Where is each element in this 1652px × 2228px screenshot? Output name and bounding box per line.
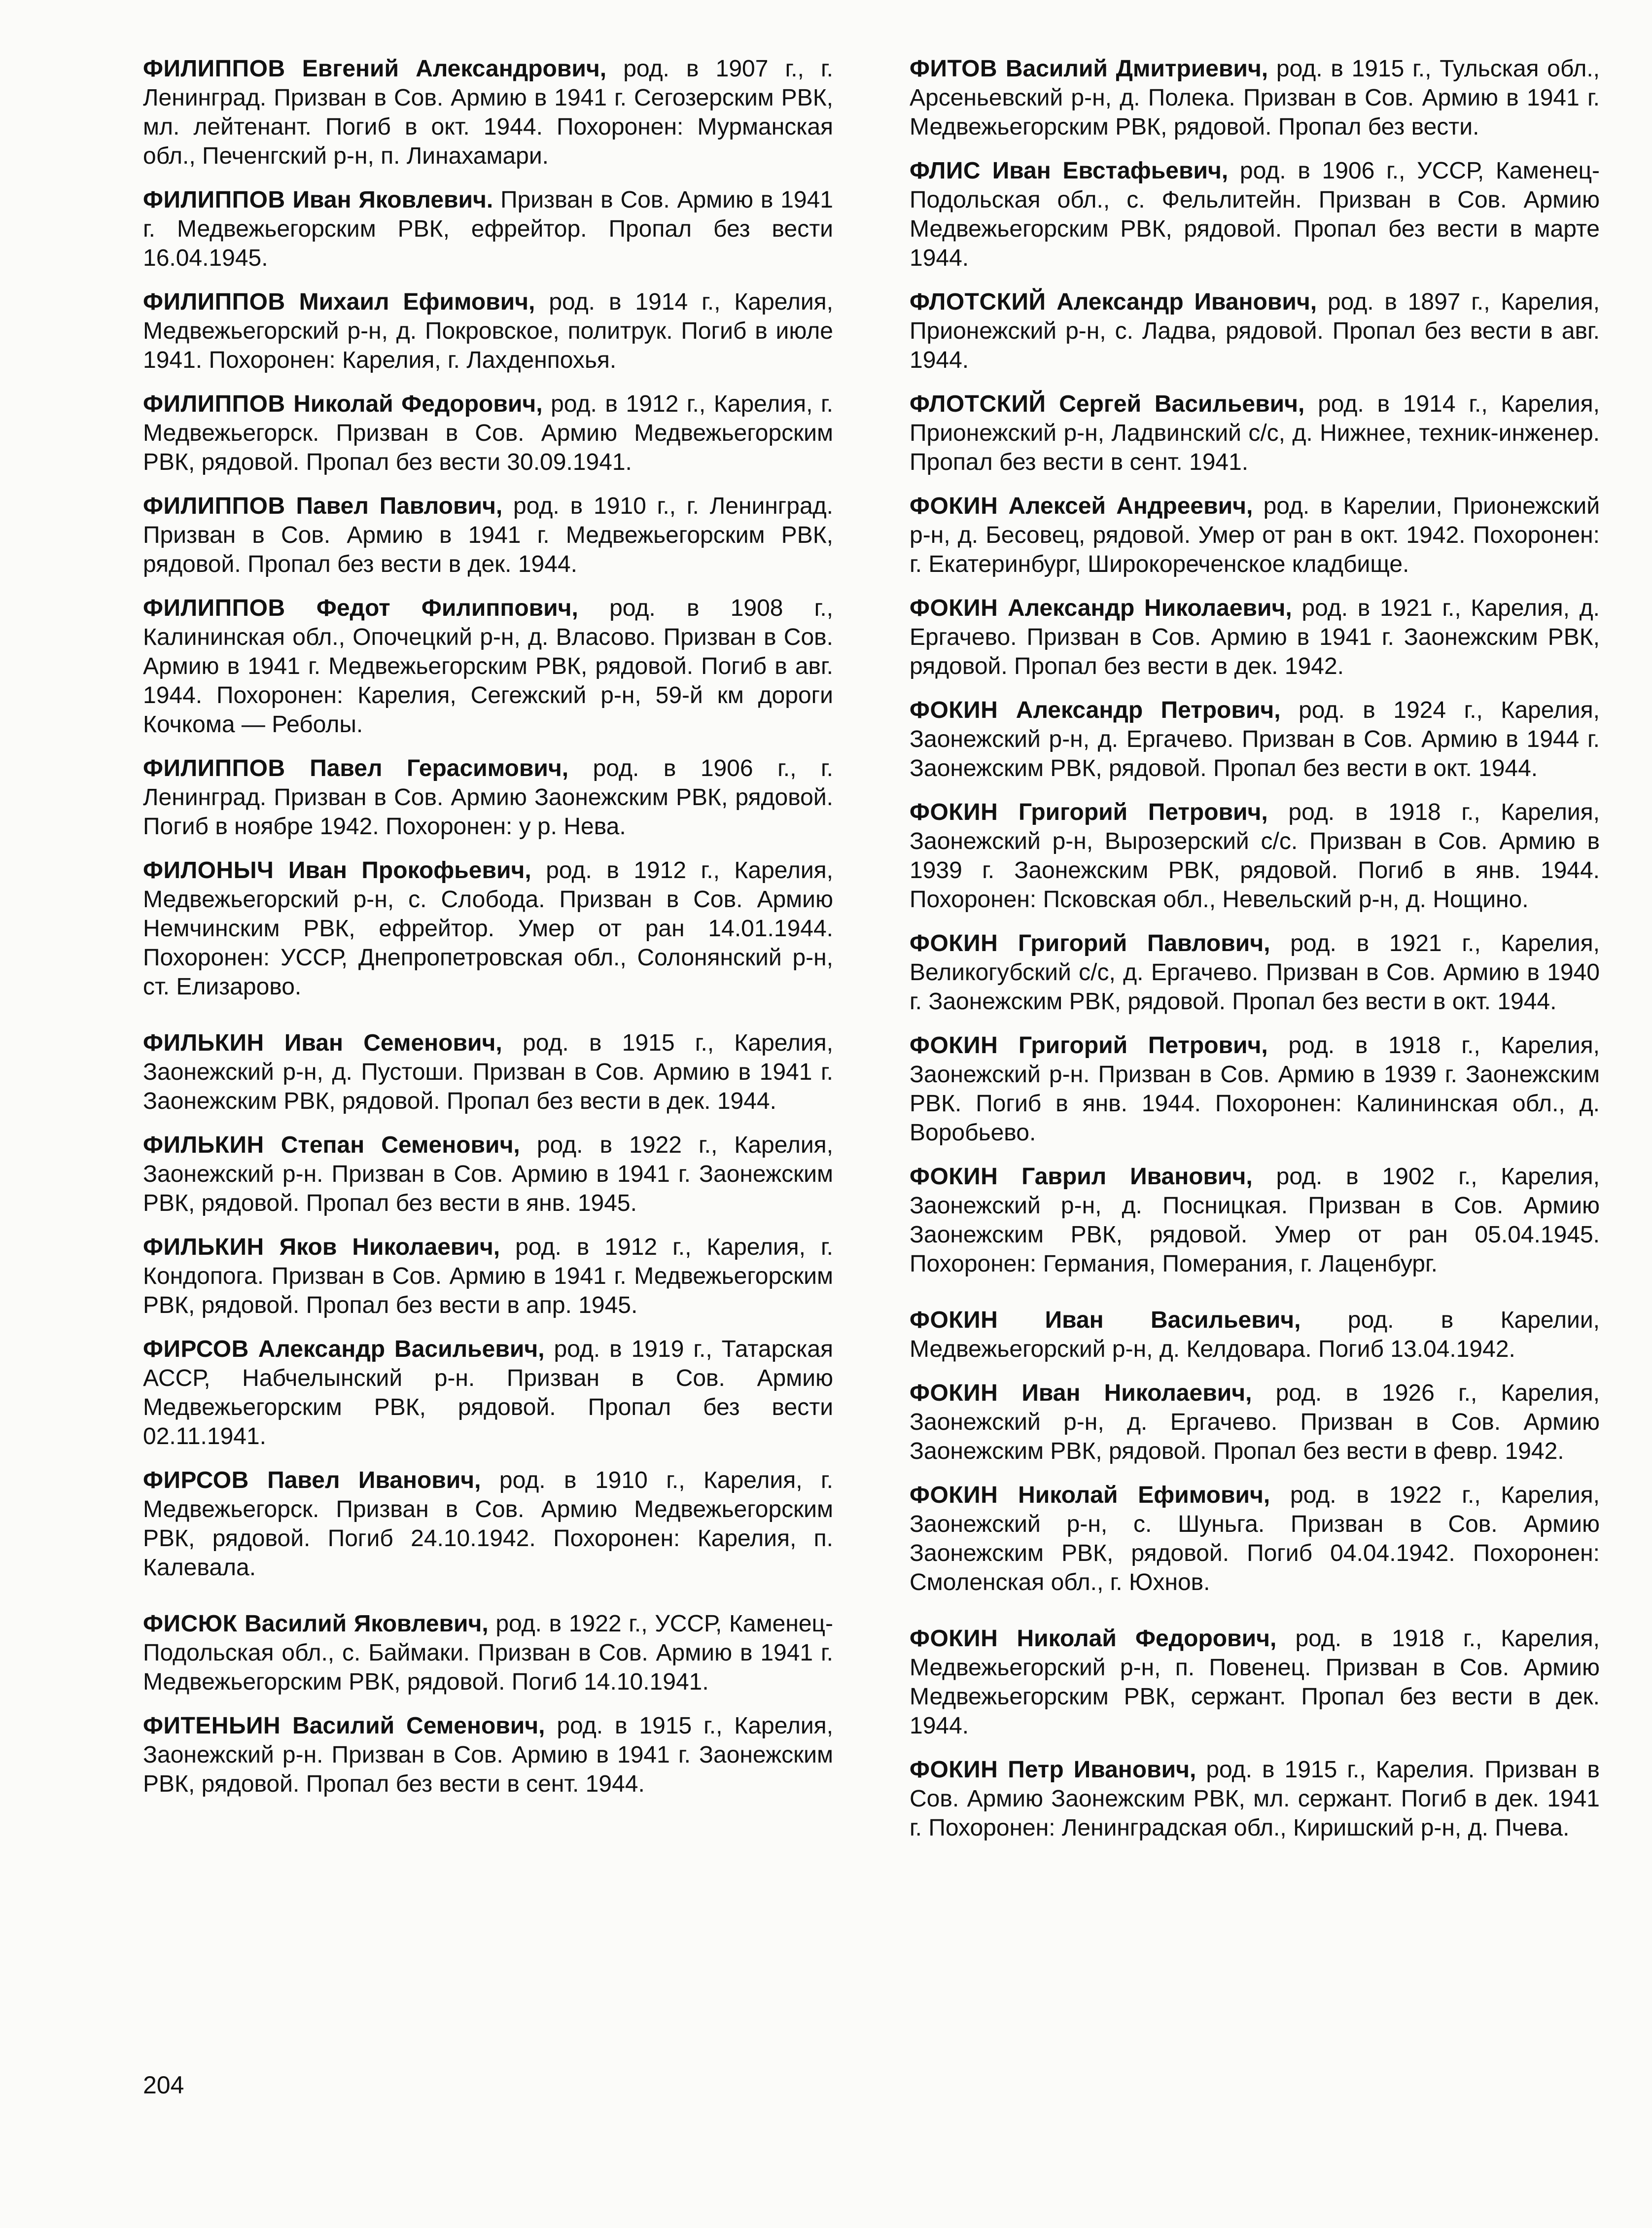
entry xyxy=(143,492,833,579)
entry-surname: ФОКИН xyxy=(910,1164,998,1190)
entry xyxy=(910,389,1600,477)
entry-text: род. в 1910 г., Карелия, г. Медвежьегорск. Призван в Сов. Армию Медвежьегорским РВК, рядовой. Погиб 24.10.1942. Похоронен: Карелия, п. Калевала. xyxy=(143,1467,833,1581)
entry xyxy=(910,798,1600,914)
entry-text: род. в 1915 г., Карелия. Призван в Сов. Армию Заонежским РВК, мл. сержант. Погиб в дек. 1941 г. Похоронен: Ленинградская обл., Киришский р-н, д. Пчева. xyxy=(910,1757,1600,1841)
entry-given-name: Павел Иванович, xyxy=(267,1467,481,1493)
entry-given-name: Павел Герасимович, xyxy=(310,755,569,781)
entry-given-name: Яков Николаевич, xyxy=(279,1234,500,1260)
entry xyxy=(143,1609,833,1697)
entry xyxy=(143,1233,833,1320)
entry xyxy=(143,287,833,375)
right-column xyxy=(910,54,1600,1857)
entry-given-name: Иван Прокофьевич, xyxy=(288,857,531,884)
entry-surname: ФОКИН xyxy=(910,1380,998,1406)
entry-text: род. в 1910 г., г. Ленинград. Призван в Сов. Армию в 1941 г. Медвежьегорским РВК, рядовой. Пропал без вести в дек. 1944. xyxy=(143,493,834,577)
entry-text: род. в 1906 г., УССР, Каменец-Подольская обл., с. Фельлитейн. Призван в Сов. Армию Медвежьегорским РВК, рядовой. Пропал без вести в марте 1944. xyxy=(910,158,1600,271)
entry-text: род. в 1922 г., Карелия, Заонежский р-н, с. Шуньга. Призван в Сов. Армию Заонежским РВК, рядовой. Погиб 04.04.1942. Похоронен: Смоленская обл., г. Юхнов. xyxy=(910,1482,1600,1595)
entry-text: род. в 1915 г., Карелия, Заонежский р-н, д. Пустоши. Призван в Сов. Армию в 1941 г. Заонежским РВК, рядовой. Пропал без вести в дек. 1944. xyxy=(143,1030,834,1114)
entry-surname: ФИЛИППОВ xyxy=(143,56,285,82)
entry-given-name: Александр Иванович, xyxy=(1056,289,1317,315)
entry-text: род. в 1915 г., Тульская обл., Арсеньевский р-н, д. Полека. Призван в Сов. Армию в 1941 г. Медвежьегорским РВК, рядовой. Пропал без вести. xyxy=(910,56,1600,140)
entry-surname: ФИЛЬКИН xyxy=(143,1234,264,1260)
entry xyxy=(910,929,1600,1016)
entry-given-name: Николай Федорович, xyxy=(1017,1626,1277,1652)
entry-given-name: Александр Петрович, xyxy=(1016,697,1281,723)
entry xyxy=(910,1481,1600,1597)
entry-given-name: Павел Павлович, xyxy=(296,493,503,519)
entry xyxy=(143,389,833,477)
entry-given-name: Александр Васильевич, xyxy=(258,1336,545,1362)
entry-given-name: Григорий Петрович, xyxy=(1018,1032,1268,1059)
entry-surname: ФИСЮК xyxy=(143,1611,238,1637)
entry-text: род. в 1922 г., УССР, Каменец-Подольская обл., с. Баймаки. Призван в Сов. Армию в 1941 г. Медвежьегорским РВК, рядовой. Погиб 14.10.1941. xyxy=(143,1611,834,1695)
entry-surname: ФИЛЬКИН xyxy=(143,1030,264,1056)
entry-surname: ФОКИН xyxy=(910,1482,998,1508)
entry-given-name: Петр Иванович, xyxy=(1008,1757,1196,1783)
entry-text: Призван в Сов. Армию в 1941 г. Медвежьегорским РВК, ефрейтор. Пропал без вести 16.04.1945. xyxy=(143,187,833,271)
entry-surname: ФИЛЬКИН xyxy=(143,1132,264,1158)
entry-surname: ФОКИН xyxy=(910,1626,998,1652)
entry-given-name: Иван Васильевич, xyxy=(1045,1307,1301,1333)
entry-text: род. в 1915 г., Карелия, Заонежский р-н. Призван в Сов. Армию в 1941 г. Заонежским РВК, рядовой. Пропал без вести в сент. 1944. xyxy=(143,1713,833,1797)
entry-text: род. в 1914 г., Карелия, Медвежьегорский р-н, д. Покровское, политрук. Погиб в июле 1941. Похоронен: Карелия, г. Лахденпохья. xyxy=(143,289,834,373)
entry-text: род. в 1921 г., Карелия, д. Ергачево. Призван в Сов. Армию в 1941 г. Заонежским РВК, рядовой. Пропал без вести в дек. 1942. xyxy=(910,595,1600,679)
entry-text: род. в Карелии, Медвежьегорский р-н, д. Келдовара. Погиб 13.04.1942. xyxy=(910,1307,1600,1362)
entry-surname: ФОКИН xyxy=(910,1307,998,1333)
entry xyxy=(143,1131,833,1218)
entry-surname: ФОКИН xyxy=(910,493,998,519)
entry-surname: ФИЛИППОВ xyxy=(143,289,285,315)
entry-text: род. в 1907 г., г. Ленинград. Призван в Сов. Армию в 1941 г. Сегозерским РВК, мл. лейтенант. Погиб в окт. 1944. Похоронен: Мурманская обл., Печенгский р-н, п. Линахамари. xyxy=(143,56,833,169)
entry-given-name: Василий Дмитриевич, xyxy=(1005,56,1268,82)
entry xyxy=(143,1028,833,1116)
entry-given-name: Степан Семенович, xyxy=(281,1132,520,1158)
entry-given-name: Иван Яковлевич. xyxy=(292,187,493,213)
entry xyxy=(910,492,1600,579)
entry-given-name: Алексей Андреевич, xyxy=(1008,493,1253,519)
entry-text: род. в 1906 г., г. Ленинград. Призван в Сов. Армию Заонежским РВК, рядовой. Погиб в ноябре 1942. Похоронен: у р. Нева. xyxy=(143,755,833,840)
entry-given-name: Евгений Александрович, xyxy=(302,56,607,82)
entry-text: род. в 1912 г., Карелия, г. Медвежьегорск. Призван в Сов. Армию Медвежьегорским РВК, рядовой. Пропал без вести 30.09.1941. xyxy=(143,391,834,475)
entry-surname: ФОКИН xyxy=(910,595,998,621)
entry-text: род. в 1908 г., Калининская обл., Опочецкий р-н, д. Власово. Призван в Сов. Армию в 1941 г. Медвежьегорским РВК, рядовой. Погиб в авг. 1944. Похоронен: Карелия, Сегежский р-н, 59-й км дороги Кочкома — Реболы. xyxy=(143,595,833,738)
entry-surname: ФИЛИППОВ xyxy=(143,187,285,213)
entry-text: род. в 1919 г., Татарская АССР, Набчелынский р-н. Призван в Сов. Армию Медвежьегорским РВК, рядовой. Пропал без вести 02.11.1941. xyxy=(143,1336,834,1450)
entry-surname: ФЛОТСКИЙ xyxy=(910,391,1046,417)
entry xyxy=(143,1466,833,1582)
entry-surname: ФИРСОВ xyxy=(143,1336,249,1362)
entry-given-name: Василий Семенович, xyxy=(292,1713,545,1739)
left-column xyxy=(143,54,833,1813)
entry-text: род. в 1902 г., Карелия, Заонежский р-н, д. Посницкая. Призван в Сов. Армию Заонежским РВК, рядовой. Умер от ран 05.04.1945. Похоронен: Германия, Померания, г. Лаценбург. xyxy=(910,1164,1600,1277)
entry xyxy=(143,1335,833,1451)
entry xyxy=(143,1711,833,1799)
entry-given-name: Василий Яковлевич, xyxy=(245,1611,489,1637)
entry-text: род. в 1912 г., Карелия, г. Кондопога. Призван в Сов. Армию в 1941 г. Медвежьегорским РВК, рядовой. Пропал без вести в апр. 1945. xyxy=(143,1234,833,1318)
entry-text: род. в 1921 г., Карелия, Великогубский с/с, д. Ергачево. Призван в Сов. Армию в 1940 г. Заонежским РВК, рядовой. Пропал без вести в окт. 1944. xyxy=(910,930,1600,1015)
entry-surname: ФИЛОНЫЧ xyxy=(143,857,274,884)
entry-surname: ФЛОТСКИЙ xyxy=(910,289,1046,315)
entry xyxy=(143,185,833,273)
entry xyxy=(910,156,1600,273)
entry-text: род. в 1912 г., Карелия, Медвежьегорский р-н, с. Слобода. Призван в Сов. Армию Немчинским РВК, ефрейтор. Умер от ран 14.01.1944. Похоронен: УССР, Днепропетровская обл., Солонянский р-н, ст. Елизарово. xyxy=(143,857,834,1000)
entry-given-name: Александр Николаевич, xyxy=(1007,595,1292,621)
entry xyxy=(910,1306,1600,1364)
entry-surname: ФИТОВ xyxy=(910,56,998,82)
entry-surname: ФОКИН xyxy=(910,1757,998,1783)
entry-text: род. в Карелии, Прионежский р-н, д. Бесовец, рядовой. Умер от ран в окт. 1942. Похоронен: г. Екатеринбург, Широкореченское кладбище. xyxy=(910,493,1600,577)
entry-given-name: Иван Семенович, xyxy=(284,1030,502,1056)
entry xyxy=(910,696,1600,783)
page-number: 204 xyxy=(143,2071,184,2099)
entry-surname: ФИЛИППОВ xyxy=(143,493,285,519)
entry-given-name: Федот Филиппович, xyxy=(316,595,578,621)
entry xyxy=(910,54,1600,141)
entry xyxy=(143,594,833,739)
entry-surname: ФОКИН xyxy=(910,799,998,825)
entry-given-name: Сергей Васильевич, xyxy=(1059,391,1305,417)
entry-surname: ФОКИН xyxy=(910,697,998,723)
entry xyxy=(910,1624,1600,1740)
entry xyxy=(910,1162,1600,1278)
entry xyxy=(910,1031,1600,1147)
entry xyxy=(910,1755,1600,1842)
entry-text: род. в 1918 г., Карелия, Медвежьегорский р-н, п. Повенец. Призван в Сов. Армию Медвежьегорским РВК, сержант. Пропал без вести в дек. 1944. xyxy=(910,1626,1600,1739)
entry-given-name: Григорий Павлович, xyxy=(1018,930,1270,956)
entry-text: род. в 1922 г., Карелия, Заонежский р-н. Призван в Сов. Армию в 1941 г. Заонежским РВК, рядовой. Пропал без вести в янв. 1945. xyxy=(143,1132,833,1216)
entry-given-name: Иван Николаевич, xyxy=(1021,1380,1252,1406)
entry-surname: ФИЛИППОВ xyxy=(143,391,285,417)
entry-given-name: Михаил Ефимович, xyxy=(299,289,535,315)
entry-text: род. в 1924 г., Карелия, Заонежский р-н, д. Ергачево. Призван в Сов. Армию в 1944 г. Заонежским РВК, рядовой. Пропал без вести в окт. 1944. xyxy=(910,697,1600,781)
entry-surname: ФЛИС xyxy=(910,158,981,184)
entry-given-name: Григорий Петрович, xyxy=(1018,799,1268,825)
entry xyxy=(143,856,833,1001)
entry xyxy=(910,594,1600,681)
entry-surname: ФИРСОВ xyxy=(143,1467,249,1493)
entry-surname: ФИТЕНЬИН xyxy=(143,1713,281,1739)
entry-text: род. в 1914 г., Карелия, Прионежский р-н, Ладвинский с/с, д. Нижнее, техник-инженер. Пропал без вести в сент. 1941. xyxy=(910,391,1600,475)
entry xyxy=(143,754,833,841)
entry-surname: ФОКИН xyxy=(910,930,998,956)
entry-surname: ФИЛИППОВ xyxy=(143,755,285,781)
entry-surname: ФИЛИППОВ xyxy=(143,595,285,621)
entry-given-name: Николай Федорович, xyxy=(293,391,543,417)
entry-surname: ФОКИН xyxy=(910,1032,998,1059)
entry xyxy=(910,1379,1600,1466)
entry-text: род. в 1897 г., Карелия, Прионежский р-н, с. Ладва, рядовой. Пропал без вести в авг. 1944. xyxy=(910,289,1600,373)
entry xyxy=(910,287,1600,375)
entry-text: род. в 1926 г., Карелия, Заонежский р-н, д. Ергачево. Призван в Сов. Армию Заонежским РВК, рядовой. Пропал без вести в февр. 1942. xyxy=(910,1380,1600,1464)
entry-text: род. в 1918 г., Карелия, Заонежский р-н. Призван в Сов. Армию в 1939 г. Заонежским РВК. Погиб в янв. 1944. Похоронен: Калининская обл., д. Воробьево. xyxy=(910,1032,1600,1146)
entry-given-name: Иван Евстафьевич, xyxy=(992,158,1229,184)
entry-given-name: Гаврил Иванович, xyxy=(1021,1164,1253,1190)
entry xyxy=(143,54,833,171)
entry-given-name: Николай Ефимович, xyxy=(1018,1482,1270,1508)
entry-text: род. в 1918 г., Карелия, Заонежский р-н, Вырозерский с/с. Призван в Сов. Армию в 1939 г. Заонежским РВК, рядовой. Погиб в янв. 1944. Похоронен: Псковская обл., Невельский р-н, д. Нощино. xyxy=(910,799,1600,913)
